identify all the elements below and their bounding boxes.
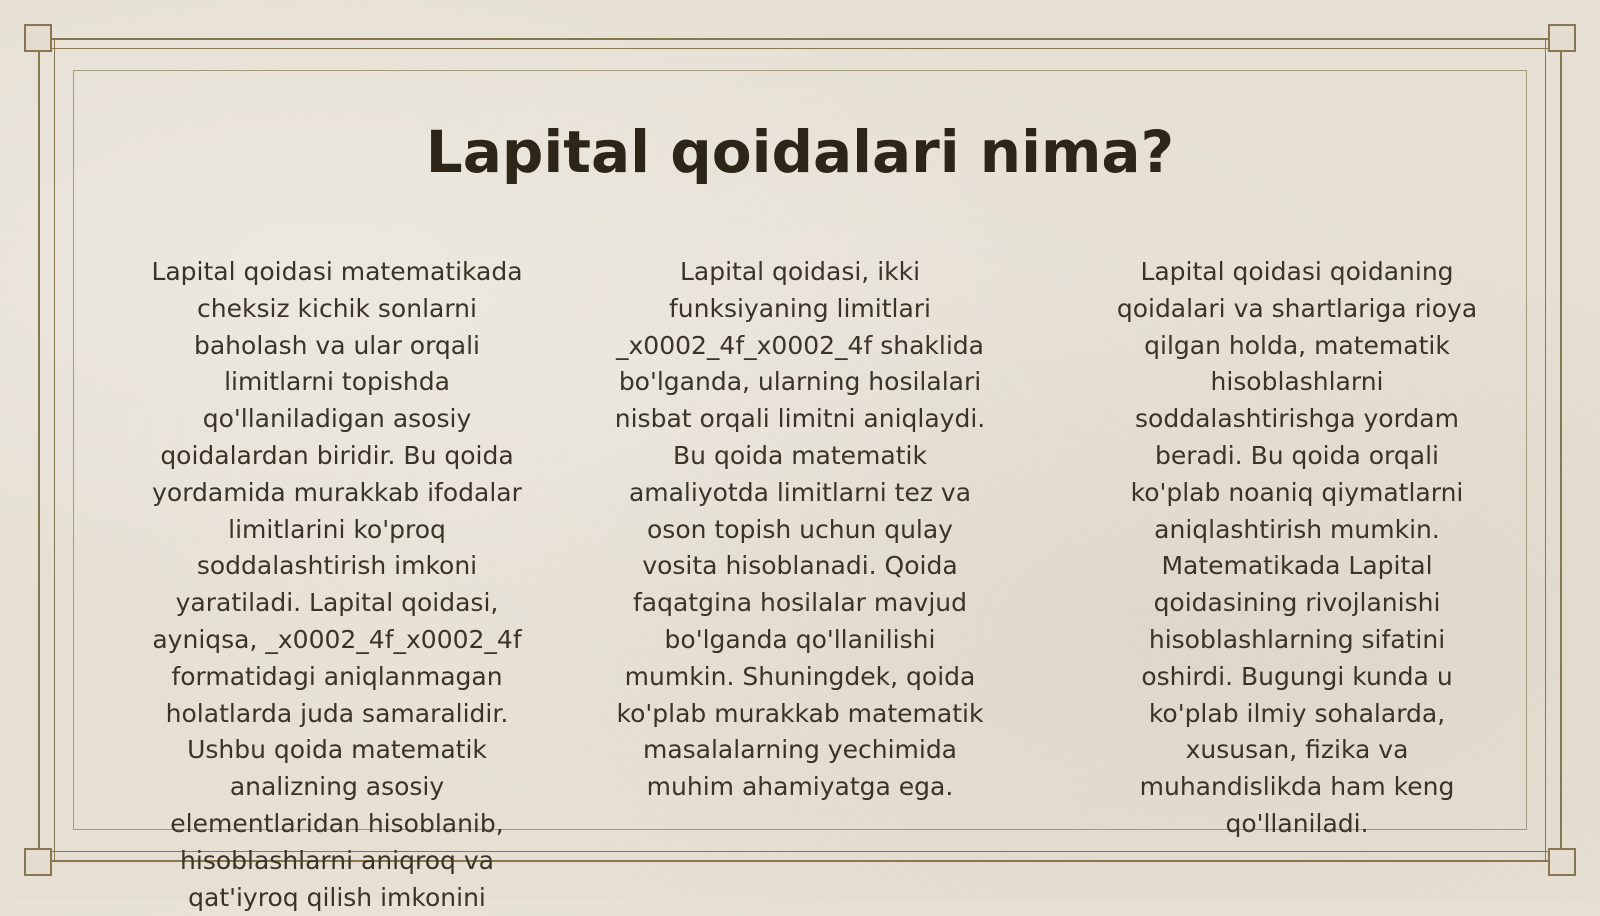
text-column-2: Lapital qoidasi, ikki funksiyaning limitlari _x0002_4f_x0002_4f shaklida bo'lganda, ularning hosilalari nisbat orqali limitni aniqlaydi. Bu qoida matematik amaliyotda limitlarni tez va oson topish uchun qulay vosita hisoblanadi. Qoida faqatgina hosilalar mavjud bo'lganda qo'llanilishi mumkin. Shuningdek, qoida ko'plab murakkab matematik masalalarning yechimida muhim ahamiyatga ega. <box>614 257 986 802</box>
corner-square-top-right <box>1548 24 1576 52</box>
corner-square-bottom-left <box>24 848 52 876</box>
slide-title: Lapital qoidalari nima? <box>425 118 1175 186</box>
text-column-1: Lapital qoidasi matematikada cheksiz kichik sonlarni baholash va ular orqali limitlarni topishda qo'llaniladigan asosiy qoidalardan biridir. Bu qoida yordamida murakkab ifodalar limitlarini ko'proq soddalashtirish imkoni yaratiladi. Lapital qoidasi, ayniqsa, _x0002_4f_x0002_4f formatidagi aniqlanmagan holatlarda juda samaralidir. Ushbu qoida matematik analizning asosiy elementlaridan hisoblanib, hisoblashlarni aniqroq va qat'iyroq qilish imkonini <box>151 257 523 912</box>
corner-square-bottom-right <box>1548 848 1576 876</box>
corner-square-top-left <box>24 24 52 52</box>
text-column-3: Lapital qoidasi qoidaning qoidalari va shartlariga rioya qilgan holda, matematik hisoblashlarni soddalashtirishga yordam beradi. Bu qoida orqali ko'plab noaniq qiymatlarni aniqlashtirish mumkin. Matematikada Lapital qoidasining rivojlanishi hisoblashlarning sifatini oshirdi. Bugungi kunda u ko'plab ilmiy sohalarda, xususan, fizika va muhandislikda ham keng qo'llaniladi. <box>1116 257 1478 838</box>
